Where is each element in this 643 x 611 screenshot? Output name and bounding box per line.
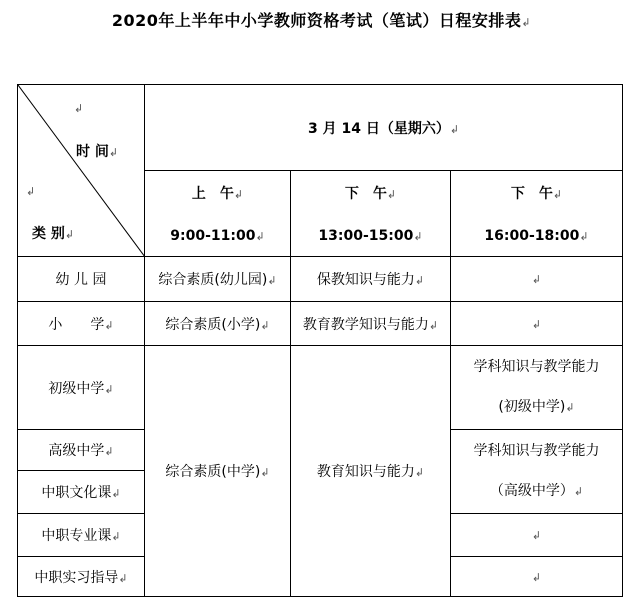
paragraph-mark-icon: ↲ [521,16,532,29]
category-cell: 中职专业课↲ [18,514,145,557]
page-title: 2020年上半年中小学教师资格考试（笔试）日程安排表↲ [111,11,532,30]
category-cell: 中职实习指导↲ [18,557,145,597]
time-label: 时 间↲ [76,144,119,160]
empty-cell: ↲ [451,257,623,302]
category-cell: 小 学↲ [18,302,145,346]
category-cell: 幼 儿 园 [18,257,145,302]
subject-cell: 综合素质(小学)↲ [145,302,291,346]
subject-cell: 教育知识与能力↲ [291,346,451,597]
category-cell: 高级中学↲ [18,430,145,471]
empty-cell: ↲ [451,302,623,346]
schedule-table [17,84,623,597]
subject-cell: 学科知识与教学能力 (初级中学)↲ [451,346,623,430]
subject-cell: 保教知识与能力↲ [291,257,451,302]
category-label: 类 别↲ [32,226,75,242]
session-header-3: 下 午↲ 16:00-18:00↲ [451,171,623,257]
paragraph-mark-icon: ↲ [74,102,84,115]
corner-header-cell [18,85,145,257]
subject-cell: 学科知识与教学能力 （高级中学）↲ [451,430,623,514]
paragraph-mark-icon: ↲ [26,185,36,198]
subject-cell: 教育教学知识与能力↲ [291,302,451,346]
session-header-2: 下 午↲ 13:00-15:00↲ [291,171,451,257]
subject-cell: 综合素质(中学)↲ [145,346,291,597]
category-cell: 中职文化课↲ [18,471,145,514]
date-header: 3 月 14 日（星期六）↲ [145,85,623,171]
empty-cell: ↲ [451,514,623,557]
session-header-1: 上 午↲ 9:00-11:00↲ [145,171,291,257]
subject-cell: 综合素质(幼儿园)↲ [145,257,291,302]
empty-cell: ↲ [451,557,623,597]
category-cell: 初级中学↲ [18,346,145,430]
